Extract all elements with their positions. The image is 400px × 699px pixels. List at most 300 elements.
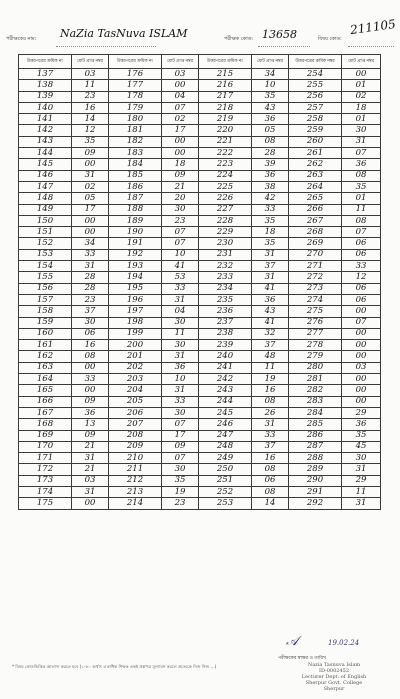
cell-marks-1: 00 [72,362,109,373]
table-row [19,486,381,497]
cell-marks-4: 01 [342,114,381,125]
cell-roll-2: 200 [109,340,162,351]
cell-marks-1: 34 [72,238,109,249]
cell-roll-3: 217 [199,91,252,102]
cell-marks-1: 05 [72,193,109,204]
cell-roll-4: 277 [289,328,342,339]
cell-marks-4: 01 [342,80,381,91]
stamp-college: Sherpur Govt. College [305,680,363,686]
cell-roll-3: 218 [199,102,252,113]
cell-marks-2: 07 [162,419,199,430]
cell-roll-1: 169 [19,430,72,441]
cell-roll-3: 219 [199,114,252,125]
subject-code: 211105 [349,16,397,38]
cell-roll-3: 241 [199,362,252,373]
cell-marks-4: 00 [342,328,381,339]
examiner-name-line [56,46,156,47]
examiner-stamp [268,628,396,698]
cell-roll-3: 227 [199,204,252,215]
cell-roll-1: 170 [19,441,72,452]
cell-roll-4: 284 [289,407,342,418]
cell-marks-4: 11 [342,204,381,215]
cell-marks-1: 23 [72,91,109,102]
marks-grid [18,54,380,627]
cell-marks-1: 30 [72,317,109,328]
table-row [19,170,381,181]
cell-marks-2: 07 [162,227,199,238]
cell-roll-4: 270 [289,249,342,260]
cell-roll-1: 160 [19,328,72,339]
cell-roll-1: 163 [19,362,72,373]
cell-roll-2: 191 [109,238,162,249]
cell-marks-1: 16 [72,102,109,113]
cell-marks-2: 04 [162,91,199,102]
cell-roll-2: 182 [109,136,162,147]
cell-marks-2: 31 [162,294,199,305]
cell-roll-2: 183 [109,148,162,159]
cell-marks-4: 06 [342,249,381,260]
cell-roll-4: 256 [289,91,342,102]
cell-roll-2: 194 [109,272,162,283]
cell-marks-2: 23 [162,498,199,509]
cell-roll-2: 186 [109,181,162,192]
cell-marks-3: 31 [252,272,289,283]
cell-marks-2: 11 [162,328,199,339]
cell-roll-4: 282 [289,385,342,396]
cell-marks-2: 30 [162,317,199,328]
cell-marks-4: 29 [342,475,381,486]
table-row [19,294,381,305]
cell-roll-2: 187 [109,193,162,204]
footer-note: * বিষয় কোডভিত্তিক আলাদা করতে হবে (১-৫০ অর্থাৎ একাধিক শিক্ষক একই প্রশ্নপত্র মূল্যায়ন করলে প্রত্যেকে নিজ নিজ ...) [12,664,217,669]
cell-roll-2: 184 [109,159,162,170]
cell-marks-2: 10 [162,374,199,385]
signature-date: 19.02.24 [328,639,360,647]
cell-marks-4: 36 [342,159,381,170]
cell-marks-4: 07 [342,227,381,238]
cell-roll-4: 281 [289,374,342,385]
cell-roll-4: 286 [289,430,342,441]
stamp-id: ID-0002452 [318,668,350,674]
cell-marks-1: 21 [72,441,109,452]
cell-marks-1: 16 [72,340,109,351]
cell-marks-2: 30 [162,340,199,351]
col-header-roll-4: উত্তরপত্রের ক্রমিক নম্বর [289,55,342,69]
cell-roll-2: 181 [109,125,162,136]
cell-roll-2: 199 [109,328,162,339]
cell-marks-3: 33 [252,204,289,215]
col-header-roll-2: উত্তরপত্রের ক্রমিক নং [109,55,162,69]
cell-marks-1: 37 [72,306,109,317]
cell-roll-2: 177 [109,80,162,91]
cell-roll-1: 175 [19,498,72,509]
cell-marks-4: 31 [342,136,381,147]
cell-roll-1: 166 [19,396,72,407]
cell-marks-2: 07 [162,453,199,464]
marks-table [18,54,381,510]
table-row [19,249,381,260]
cell-roll-4: 255 [289,80,342,91]
cell-marks-1: 00 [72,159,109,170]
table-row [19,91,381,102]
cell-roll-3: 235 [199,294,252,305]
cell-roll-1: 138 [19,80,72,91]
cell-roll-4: 258 [289,114,342,125]
cell-roll-3: 216 [199,80,252,91]
cell-marks-4: 35 [342,181,381,192]
cell-roll-3: 222 [199,148,252,159]
examiner-code: 13658 [262,28,297,41]
cell-marks-4: 18 [342,102,381,113]
cell-marks-1: 03 [72,69,109,80]
cell-roll-4: 259 [289,125,342,136]
cell-marks-2: 17 [162,125,199,136]
cell-marks-3: 43 [252,102,289,113]
cell-marks-1: 17 [72,204,109,215]
cell-roll-1: 168 [19,419,72,430]
cell-roll-1: 145 [19,159,72,170]
cell-marks-4: 45 [342,441,381,452]
cell-roll-3: 231 [199,249,252,260]
cell-marks-3: 19 [252,374,289,385]
cell-roll-1: 141 [19,114,72,125]
cell-marks-4: 03 [342,362,381,373]
cell-marks-2: 23 [162,215,199,226]
cell-roll-2: 176 [109,69,162,80]
cell-roll-1: 157 [19,294,72,305]
cell-roll-1: 152 [19,238,72,249]
table-row [19,396,381,407]
cell-marks-4: 02 [342,91,381,102]
cell-roll-2: 202 [109,362,162,373]
cell-roll-4: 279 [289,351,342,362]
cell-roll-4: 288 [289,453,342,464]
cell-roll-2: 209 [109,441,162,452]
table-row [19,374,381,385]
col-header-roll-1: উত্তরপত্রের ক্রমিক নং [19,55,72,69]
col-header-marks-4: মোট প্রাপ্ত নম্বর [342,55,381,69]
table-row [19,419,381,430]
cell-roll-3: 243 [199,385,252,396]
table-row [19,283,381,294]
examiner-code-label: পরীক্ষক কোড: [224,36,254,42]
cell-marks-2: 33 [162,283,199,294]
cell-roll-1: 137 [19,69,72,80]
subject-code-label: বিষয় কোড: [318,36,342,42]
col-header-marks-2: মোট প্রাপ্ত নম্বর [162,55,199,69]
stamp-place: Sherpur [323,686,345,692]
cell-roll-3: 221 [199,136,252,147]
table-row [19,204,381,215]
signature-caption: পরীক্ষকের স্বাক্ষর ও তারিখ [278,656,327,661]
cell-marks-4: 08 [342,170,381,181]
cell-marks-3: 08 [252,486,289,497]
cell-marks-1: 21 [72,464,109,475]
col-header-marks-1: মোট প্রাপ্ত নম্বর [72,55,109,69]
cell-roll-4: 264 [289,181,342,192]
cell-roll-2: 206 [109,407,162,418]
subject-code-line [348,46,394,47]
cell-roll-2: 207 [109,419,162,430]
table-row [19,362,381,373]
cell-roll-3: 252 [199,486,252,497]
cell-roll-2: 198 [109,317,162,328]
cell-marks-3: 36 [252,294,289,305]
cell-roll-3: 229 [199,227,252,238]
cell-roll-1: 172 [19,464,72,475]
table-row [19,193,381,204]
cell-roll-3: 234 [199,283,252,294]
col-header-marks-3: মোট প্রাপ্ত নম্বর [252,55,289,69]
cell-roll-1: 147 [19,181,72,192]
cell-marks-4: 00 [342,374,381,385]
cell-marks-3: 31 [252,419,289,430]
cell-marks-4: 12 [342,272,381,283]
cell-marks-2: 04 [162,306,199,317]
cell-roll-2: 193 [109,261,162,272]
cell-roll-3: 249 [199,453,252,464]
cell-marks-2: 35 [162,475,199,486]
cell-marks-3: 41 [252,283,289,294]
cell-marks-4: 07 [342,148,381,159]
cell-roll-4: 280 [289,362,342,373]
cell-marks-4: 06 [342,294,381,305]
cell-roll-3: 251 [199,475,252,486]
cell-marks-2: 21 [162,181,199,192]
cell-roll-2: 189 [109,215,162,226]
cell-marks-3: 05 [252,125,289,136]
cell-marks-4: 06 [342,283,381,294]
cell-marks-4: 33 [342,261,381,272]
cell-marks-2: 09 [162,441,199,452]
cell-roll-1: 155 [19,272,72,283]
cell-roll-3: 245 [199,407,252,418]
cell-roll-3: 238 [199,328,252,339]
cell-roll-3: 253 [199,498,252,509]
cell-marks-3: 43 [252,306,289,317]
table-row [19,238,381,249]
cell-marks-3: 08 [252,464,289,475]
cell-marks-3: 41 [252,317,289,328]
table-row [19,351,381,362]
cell-marks-2: 36 [162,362,199,373]
cell-marks-4: 36 [342,419,381,430]
cell-roll-4: 267 [289,215,342,226]
cell-roll-1: 165 [19,385,72,396]
cell-roll-1: 146 [19,170,72,181]
cell-roll-3: 236 [199,306,252,317]
cell-marks-3: 31 [252,249,289,260]
cell-roll-2: 196 [109,294,162,305]
cell-marks-1: 23 [72,294,109,305]
stamp-title: Lecturer Dept. of English [301,674,367,680]
cell-roll-3: 228 [199,215,252,226]
table-row [19,215,381,226]
cell-roll-4: 262 [289,159,342,170]
column-header-row [19,55,381,69]
examiner-name: NaZia TasNuva ISLAM [60,27,188,40]
cell-marks-1: 08 [72,351,109,362]
table-row [19,114,381,125]
cell-marks-3: 35 [252,91,289,102]
sheet-header [6,16,397,48]
table-row [19,181,381,192]
cell-roll-3: 244 [199,396,252,407]
cell-marks-3: 39 [252,159,289,170]
table-row [19,340,381,351]
cell-roll-4: 263 [289,170,342,181]
cell-marks-1: 02 [72,181,109,192]
cell-marks-2: 19 [162,486,199,497]
cell-marks-1: 31 [72,261,109,272]
cell-roll-3: 220 [199,125,252,136]
cell-marks-2: 30 [162,204,199,215]
cell-marks-2: 53 [162,272,199,283]
table-row [19,328,381,339]
cell-marks-4: 06 [342,238,381,249]
cell-roll-2: 214 [109,498,162,509]
cell-marks-4: 31 [342,498,381,509]
cell-roll-4: 269 [289,238,342,249]
cell-roll-3: 230 [199,238,252,249]
cell-marks-1: 31 [72,170,109,181]
table-row [19,261,381,272]
cell-marks-1: 28 [72,272,109,283]
cell-roll-1: 162 [19,351,72,362]
cell-marks-4: 00 [342,340,381,351]
cell-marks-2: 41 [162,261,199,272]
cell-marks-3: 37 [252,441,289,452]
cell-marks-4: 00 [342,69,381,80]
cell-marks-3: 14 [252,498,289,509]
cell-roll-4: 292 [289,498,342,509]
cell-marks-2: 00 [162,148,199,159]
cell-marks-3: 10 [252,80,289,91]
cell-marks-3: 37 [252,340,289,351]
table-row [19,441,381,452]
cell-roll-2: 185 [109,170,162,181]
cell-marks-2: 02 [162,114,199,125]
cell-marks-1: 33 [72,374,109,385]
cell-roll-2: 212 [109,475,162,486]
cell-marks-1: 09 [72,396,109,407]
cell-marks-2: 10 [162,249,199,260]
cell-marks-2: 03 [162,69,199,80]
cell-marks-2: 00 [162,136,199,147]
cell-marks-2: 07 [162,102,199,113]
cell-marks-4: 00 [342,385,381,396]
cell-marks-2: 20 [162,193,199,204]
cell-roll-2: 178 [109,91,162,102]
cell-roll-4: 283 [289,396,342,407]
sheet-footer [0,628,400,699]
cell-roll-4: 268 [289,227,342,238]
cell-roll-1: 153 [19,249,72,260]
cell-marks-2: 09 [162,170,199,181]
cell-marks-1: 09 [72,430,109,441]
cell-roll-4: 260 [289,136,342,147]
cell-roll-3: 246 [199,419,252,430]
cell-roll-4: 287 [289,441,342,452]
cell-roll-3: 247 [199,430,252,441]
cell-marks-3: 08 [252,136,289,147]
cell-roll-3: 250 [199,464,252,475]
table-row [19,159,381,170]
cell-roll-4: 285 [289,419,342,430]
cell-marks-1: 31 [72,486,109,497]
cell-marks-4: 00 [342,351,381,362]
cell-marks-2: 33 [162,396,199,407]
table-row [19,148,381,159]
cell-marks-3: 35 [252,238,289,249]
table-row [19,498,381,509]
cell-roll-3: 232 [199,261,252,272]
cell-roll-1: 174 [19,486,72,497]
cell-roll-2: 190 [109,227,162,238]
cell-roll-4: 254 [289,69,342,80]
cell-roll-4: 273 [289,283,342,294]
cell-marks-4: 30 [342,125,381,136]
cell-roll-1: 140 [19,102,72,113]
table-row [19,453,381,464]
table-row [19,69,381,80]
cell-roll-2: 179 [109,102,162,113]
cell-roll-1: 139 [19,91,72,102]
table-row [19,136,381,147]
cell-marks-4: 07 [342,317,381,328]
cell-marks-3: 36 [252,170,289,181]
cell-marks-1: 13 [72,419,109,430]
cell-marks-1: 33 [72,249,109,260]
cell-roll-1: 154 [19,261,72,272]
cell-roll-4: 291 [289,486,342,497]
cell-roll-2: 208 [109,430,162,441]
cell-marks-3: 06 [252,475,289,486]
cell-roll-1: 164 [19,374,72,385]
cell-marks-3: 42 [252,193,289,204]
cell-marks-3: 32 [252,328,289,339]
cell-marks-3: 08 [252,396,289,407]
cell-marks-1: 00 [72,385,109,396]
cell-roll-1: 156 [19,283,72,294]
cell-roll-3: 233 [199,272,252,283]
cell-roll-1: 144 [19,148,72,159]
cell-roll-2: 188 [109,204,162,215]
table-row [19,125,381,136]
cell-marks-2: 00 [162,80,199,91]
cell-roll-3: 215 [199,69,252,80]
cell-marks-4: 00 [342,396,381,407]
cell-roll-3: 226 [199,193,252,204]
cell-roll-1: 151 [19,227,72,238]
cell-roll-1: 161 [19,340,72,351]
cell-marks-4: 00 [342,306,381,317]
cell-roll-2: 195 [109,283,162,294]
cell-roll-2: 180 [109,114,162,125]
col-header-roll-3: উত্তরপত্রের ক্রমিক নং [199,55,252,69]
cell-marks-4: 31 [342,464,381,475]
cell-roll-4: 266 [289,204,342,215]
cell-roll-4: 276 [289,317,342,328]
cell-marks-1: 12 [72,125,109,136]
cell-marks-3: 35 [252,215,289,226]
table-row [19,385,381,396]
cell-roll-4: 265 [289,193,342,204]
cell-roll-1: 167 [19,407,72,418]
cell-marks-3: 34 [252,69,289,80]
cell-marks-4: 01 [342,193,381,204]
cell-roll-1: 148 [19,193,72,204]
